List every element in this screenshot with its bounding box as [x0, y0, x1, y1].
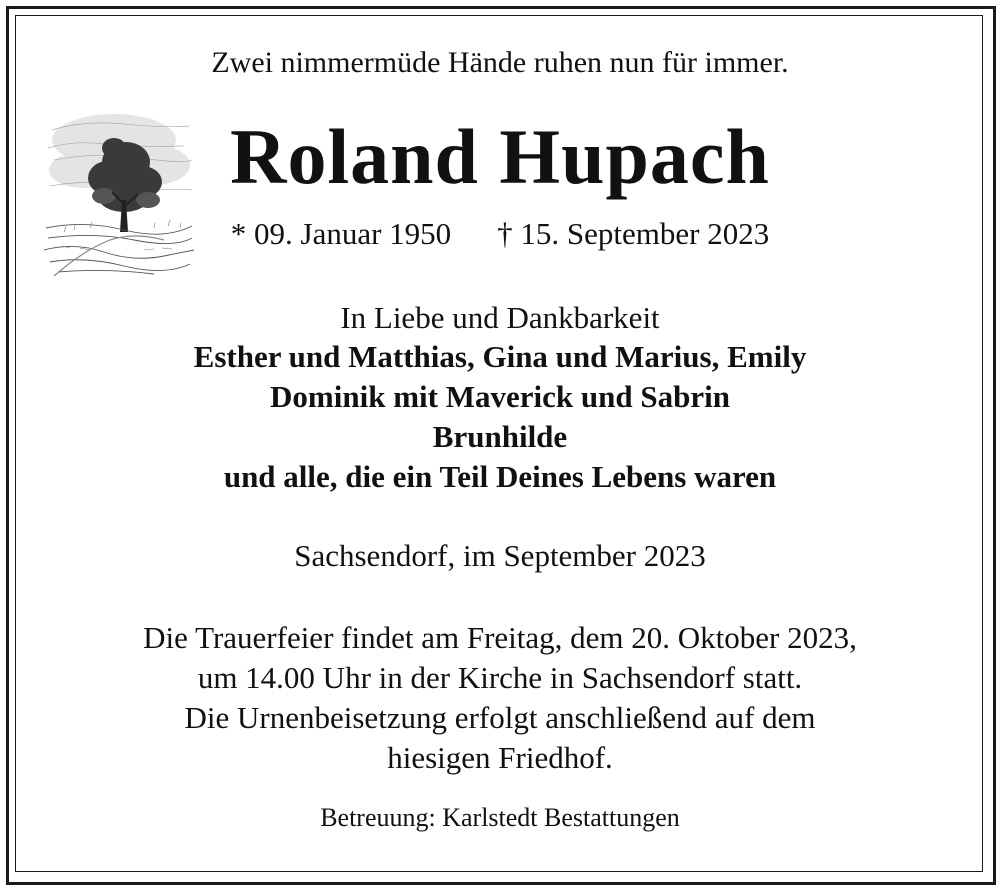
deceased-name: Roland Hupach	[230, 113, 770, 200]
service-line: hiesigen Friedhof.	[387, 740, 613, 775]
family-line: Dominik mit Maverick und Sabrin	[270, 379, 730, 414]
service-line: Die Urnenbeisetzung erfolgt anschließend auf dem	[184, 700, 816, 735]
death-date: † 15. September 2023	[497, 216, 770, 251]
family-line: Esther und Matthias, Gina und Marius, Emily	[193, 339, 807, 374]
dedication-intro: In Liebe und Dankbarkeit	[340, 300, 660, 335]
motto: Zwei nimmermüde Hände ruhen nun für immer.	[211, 46, 789, 79]
birth-date: * 09. Januar 1950	[230, 216, 452, 251]
undertaker-credit: Betreuung: Karlstedt Bestattungen	[320, 803, 680, 832]
life-dates	[0, 216, 1000, 252]
service-line: Die Trauerfeier findet am Freitag, dem 20. Oktober 2023,	[143, 620, 857, 655]
service-line: um 14.00 Uhr in der Kirche in Sachsendorf statt.	[197, 660, 803, 695]
family-line: Brunhilde	[432, 419, 568, 454]
place-date: Sachsendorf, im September 2023	[294, 538, 706, 573]
family-line: und alle, die ein Teil Deines Lebens waren	[223, 459, 777, 494]
